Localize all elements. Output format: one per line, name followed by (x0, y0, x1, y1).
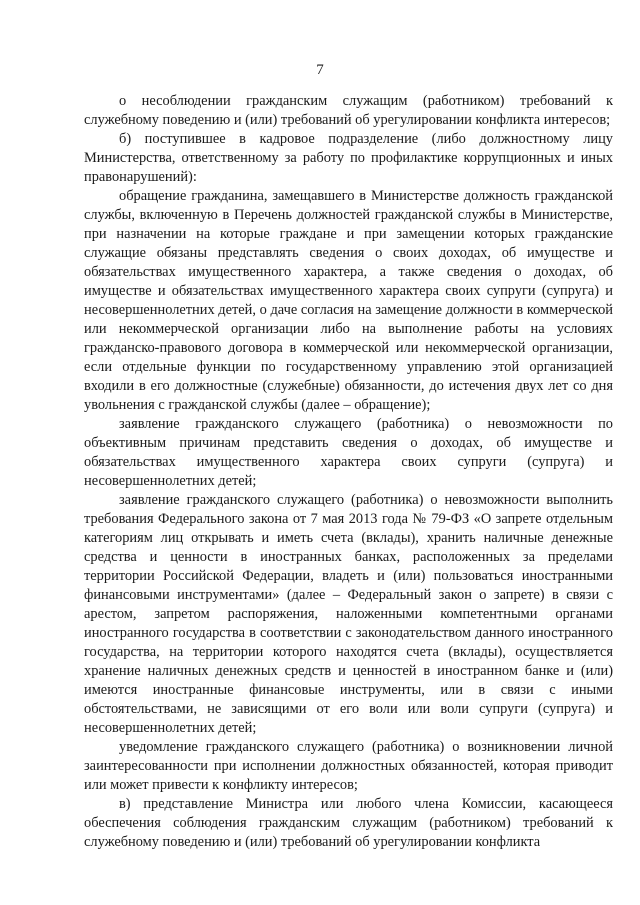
paragraph-appeal: обращение гражданина, замещавшего в Министерстве должность гражданской службы, включенную в Перечень должностей гражданской службы в Министерстве, при назначении на которые граждане и при замещении которых гражданские служащие обязаны представлять сведения о своих доходах, об имуществе и обязательствах имущественного характера, а также сведения о доходах, об имуществе и обязательствах имущественного характера своих супруги (супруга) и несовершеннолетних детей, о даче согласия на замещение должности в коммерческой или некоммерческой организации либо на выполнение работы на условиях гражданско-правового договора в коммерческой или некоммерческой организации, если отдельные функции по государственному управлению этой организацией входили в его должностные (служебные) обязанности, до истечения двух лет со дня увольнения с гражданской службы (далее – обращение); (84, 188, 613, 413)
paragraph-statement-income: заявление гражданского служащего (работника) о невозможности по объективным причинам представить сведения о доходах, об имуществе и обязательствах имущественного характера своих супруги (супруга) и несовершеннолетних детей; (84, 416, 613, 489)
page-number: 7 (316, 62, 324, 78)
paragraph-continuation: о несоблюдении гражданским служащим (работником) требований к служебному поведению и (или) требований об урегулировании конфликта интересов; (84, 93, 613, 128)
paragraph-item-v: в) представление Министра или любого члена Комиссии, касающееся обеспечения соблюдения гражданским служащим (работником) требований к служебному поведению и (или) требований об урегулировании конфликта (84, 796, 613, 850)
paragraph-notification-conflict: уведомление гражданского служащего (работника) о возникновении личной заинтересованности при исполнении должностных обязанностей, которая приводит или может привести к конфликту интересов; (84, 739, 613, 793)
paragraph-item-b: б) поступившее в кадровое подразделение (либо должностному лицу Министерства, ответственному за работу по профилактике коррупционных и иных правонарушений): (84, 131, 613, 185)
document-body (84, 92, 613, 852)
paragraph-statement-foreign-accounts: заявление гражданского служащего (работника) о невозможности выполнить требования Федерального закона от 7 мая 2013 года № 79-ФЗ «О запрете отдельным категориям лиц открывать и иметь счета (вклады), хранить наличные денежные средства и ценности в иностранных банках, расположенных за пределами территории Российской Федерации, владеть и (или) пользоваться иностранными финансовыми инструментами» (далее – Федеральный закон о запрете) в связи с арестом, запретом распоряжения, наложенными компетентными органами иностранного государства в соответствии с законодательством данного иностранного государства, на территории которого находятся счета (вклады), осуществляется хранение наличных денежных средств и ценностей в иностранном банке и (или) имеются иностранные финансовые инструменты, или в связи с иными обстоятельствами, не зависящими от его воли или воли супруги (супруга) и несовершеннолетних детей; (84, 492, 613, 736)
